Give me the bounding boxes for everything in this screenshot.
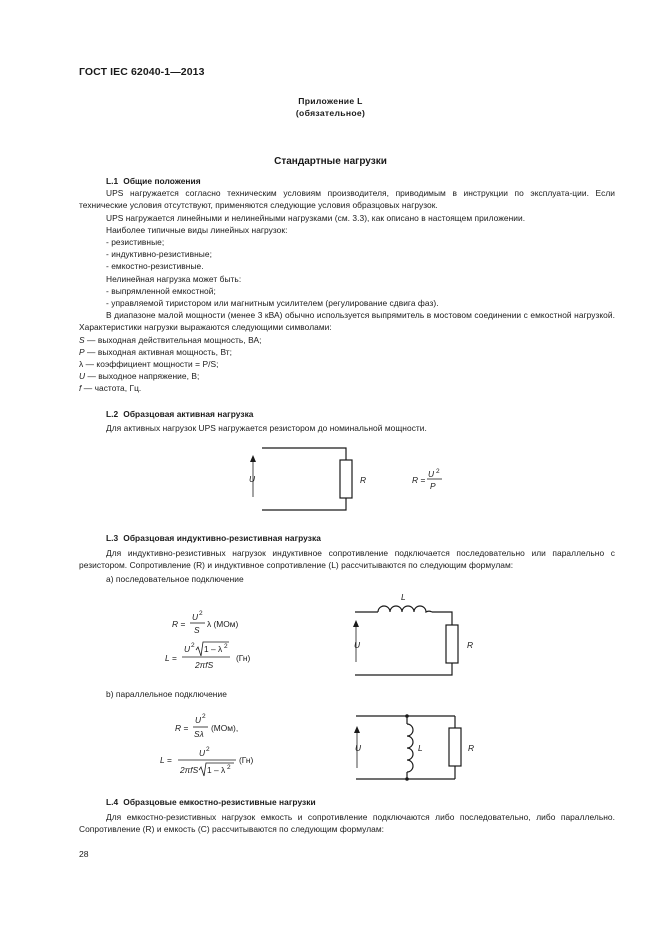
section-title: Образцовые емкостно-резистивные нагрузки — [123, 797, 316, 807]
paragraph: В диапазоне малой мощности (менее 3 кВА) обычно используется выпрямитель в мостовом соединении с емкостной нагрузкой. Характеристики нагрузки выражаются следующими символами: — [79, 310, 615, 333]
exponent: 2 — [206, 746, 210, 753]
formula-den: S — [194, 625, 200, 635]
symbol: λ — [79, 359, 84, 370]
symbol: S — [79, 334, 85, 345]
paragraph: Нелинейная нагрузка может быть: — [106, 273, 242, 284]
annex-title: Приложение L — [298, 96, 363, 106]
symbol: f — [79, 383, 82, 394]
symbol-text: — выходная действительная мощность, ВА; — [84, 334, 262, 345]
symbol-text: — частота, Гц. — [81, 383, 142, 394]
section-title: Образцовая индуктивно-резистивная нагрузка — [123, 533, 321, 543]
section-title: Общие положения — [123, 176, 201, 186]
voltage-label: U — [249, 474, 256, 484]
formula-num: U — [199, 748, 206, 758]
voltage-label: U — [354, 640, 361, 650]
document-title: Стандартные нагрузки — [274, 156, 387, 167]
list-item: - резистивные; — [106, 237, 165, 248]
inductor-label: L — [401, 592, 406, 602]
page-number: 28 — [79, 849, 89, 859]
formula-num: U — [192, 612, 199, 622]
formula-num: U — [184, 644, 191, 654]
formula-den: P — [430, 481, 436, 491]
formula-den: 2πfS — [180, 765, 199, 775]
formula-lhs: R = — [412, 475, 426, 485]
section-number: L.2 — [106, 409, 119, 419]
symbol-text: — коэффициент мощности = P/S; — [83, 359, 219, 370]
voltage-label: U — [355, 743, 362, 753]
paragraph: UPS нагружается линейными и нелинейными нагрузками (см. 3.3), как описано в настоящем приложении. — [106, 212, 526, 223]
formula-unit: (Гн) — [239, 755, 254, 765]
subsection-label: а) последовательное подключение — [106, 573, 244, 584]
inductor-label: L — [418, 743, 423, 753]
exponent: 2 — [202, 713, 206, 720]
exponent: 2 — [227, 764, 231, 771]
formula-num: U — [428, 469, 435, 479]
paragraph: Наиболее типичные виды линейных нагрузок: — [106, 224, 288, 235]
symbol-text: — выходная активная мощность, Вт; — [84, 346, 233, 357]
symbol: P — [79, 346, 85, 357]
formula-lhs: L = — [165, 653, 177, 663]
formula-den: 2πfS — [195, 660, 214, 670]
radicand: 1 – λ — [207, 765, 226, 775]
paragraph: Для индуктивно-резистивных нагрузок индуктивное сопротивление подключается последовательно или параллельно с резистором. Сопротивление (R) и индуктивное сопротивление (L) рассчитываются по следующим формулам: — [79, 548, 615, 571]
standard-header: ГОСТ IEC 62040-1—2013 — [79, 66, 205, 78]
symbol: U — [79, 371, 86, 382]
section-l4 — [79, 796, 615, 836]
section-number: L.3 — [106, 533, 119, 543]
paragraph: UPS нагружается согласно техническим условиям производителя, приводимым в инструкции по эксплуата-ции. Если технические условия отсутствуют, применяются следующие условия образцовых нагрузок. — [79, 188, 615, 211]
formula-den: Sλ — [194, 729, 204, 739]
list-item: - выпрямленной емкостной; — [106, 285, 216, 296]
resistor-label: R — [360, 475, 367, 485]
list-item: - управляемой тиристором или магнитным усилителем (регулирование сдвига фаз). — [106, 298, 439, 309]
exponent: 2 — [191, 642, 195, 649]
list-item: - индуктивно-резистивные; — [106, 249, 212, 260]
formula-lhs: R = — [175, 723, 189, 733]
formula-lhs: L = — [160, 755, 172, 765]
formula-exp: 2 — [436, 468, 440, 475]
section-number: L.1 — [106, 176, 119, 186]
exponent: 2 — [199, 610, 203, 617]
exponent: 2 — [224, 643, 228, 650]
formula-tail: (МОм), — [211, 723, 239, 733]
paragraph: Для емкостно-резистивных нагрузок емкость и сопротивление подключаются либо последовательно, либо параллельно. Сопротивление (R) и емкость (C) рассчитываются по следующим формулам: — [79, 812, 615, 835]
section-number: L.4 — [106, 797, 119, 807]
formula-unit: (Гн) — [236, 653, 251, 663]
formula-num: U — [195, 715, 202, 725]
annex-status: (обязательное) — [295, 108, 366, 118]
section-title: Образцовая активная нагрузка — [123, 409, 254, 419]
radicand: 1 – λ — [204, 644, 223, 654]
subsection-label: b) параллельное подключение — [106, 689, 227, 699]
formula-lhs: R = — [172, 619, 186, 629]
list-item: - емкостно-резистивные. — [106, 261, 204, 272]
symbol-text: — выходное напряжение, В; — [85, 371, 200, 382]
formula-tail: λ (МОм) — [207, 619, 239, 629]
paragraph: Для активных нагрузок UPS нагружается резистором до номинальной мощности. — [106, 423, 427, 434]
resistor-label: R — [467, 640, 474, 650]
section-heading — [79, 796, 615, 808]
resistor-label: R — [468, 743, 475, 753]
